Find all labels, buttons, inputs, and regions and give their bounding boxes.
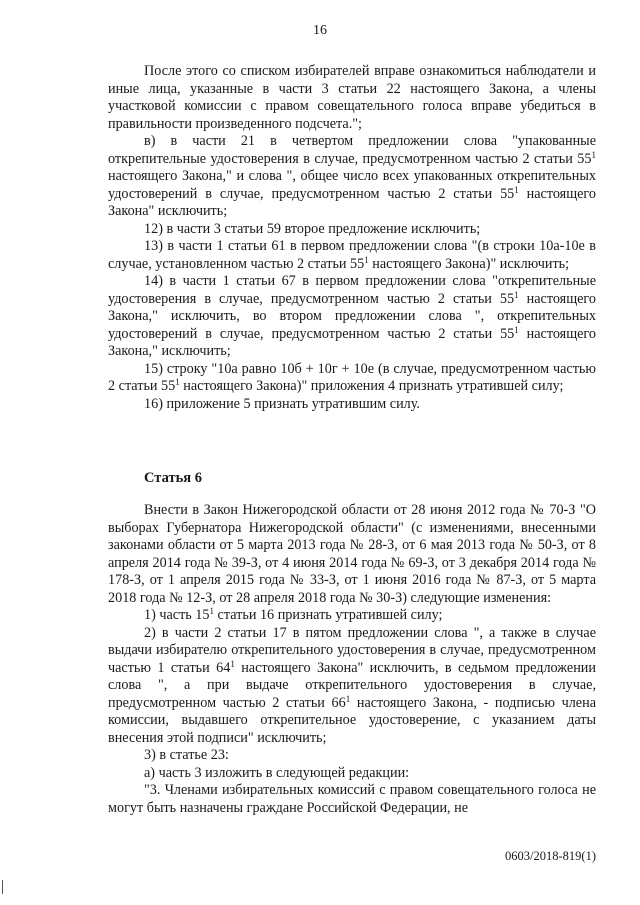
paragraph: в) в части 21 в четвертом предложении слова "упакованные открепительные удостоверения в случае, предусмотренном частью 2 статьи $55^1$ настоящего Закона," и слова ", общее число всех упакованных открепительных удостоверений в случае, предусмотренном частью 2 статьи $55^1$ настоящего Закона" исключить;	[108, 133, 596, 219]
paragraph: 1) часть $15^1$ статьи 16 признать утратившей силу;	[144, 606, 443, 623]
article-heading: Статья 6	[144, 470, 202, 486]
paragraph: 3) в статье 23:	[144, 747, 229, 763]
paragraph: 2) в части 2 статьи 17 в пятом предложении слова ", а также в случае выдачи избирателю открепительного удостоверения в случае, предусмотренном частью 1 статьи $64^1$ настоящего Закона" исключить, в седьмом предложении слова ", а при выдаче открепительного удостоверения в случае, предусмотренном частью 2 статьи $66^1$ настоящего Закона, - подписью члена комиссии, выдавшего открепительное удостоверение, с указанием даты внесения этой подписи" исключить;	[108, 624, 596, 746]
page-number: 16	[313, 23, 327, 38]
paragraph: "3. Членами избирательных комиссий с правом совещательного голоса не могут быть назначены граждане Российской Федерации, не	[108, 782, 596, 816]
paragraph: 13) в части 1 статьи 61 в первом предложении слова "(в строки 10а-10е в случае, установленном частью 2 статьи $55^1$ настоящего Закона)" исключить;	[108, 238, 596, 272]
text-block-article-6	[108, 502, 596, 817]
paragraph: а) часть 3 изложить в следующей редакции:	[144, 764, 410, 781]
margin-mark	[2, 880, 3, 894]
text-block-amendments	[108, 63, 596, 413]
paragraph: 14) в части 1 статьи 67 в первом предложении слова "открепительные удостоверения в случае, предусмотренном частью 2 статьи $55^1$ настоящего Закона," исключить, во втором предложении слова ", открепительных удостоверений в случае, предусмотренном частью 2 статьи $55^1$ настоящего Закона," исключить;	[108, 273, 596, 359]
paragraph: 16) приложение 5 признать утратившим силу.	[144, 395, 420, 412]
paragraph: 12) в части 3 статьи 59 второе предложение исключить;	[144, 220, 481, 237]
paragraph: После этого со списком избирателей вправе ознакомиться наблюдатели и иные лица, указанные в части 3 статьи 22 настоящего Закона, а члены участковой комиссии с правом совещательного голоса вправе убедиться в правильности произведенного подсчета.";	[108, 63, 596, 132]
document-code: 0603/2018-819(1)	[505, 849, 596, 863]
paragraph: Внести в Закон Нижегородской области от 28 июня 2012 года № 70-З "О выборах Губернатора Нижегородской области" (с изменениями, внесенными законами области от 5 марта 2013 года № 28-З, от 6 мая 2013 года № 50-З, от 8 апреля 2014 года № 39-З, от 4 июня 2014 года № 69-З, от 3 декабря 2014 года № 178-З, от 1 апреля 2015 года № 33-З, от 1 июня 2016 года № 87-З, от 5 марта 2018 года № 12-З, от 28 апреля 2018 года № 30-З) следующие изменения:	[108, 502, 596, 606]
paragraph: 15) строку "10а равно 10б + 10г + 10е (в случае, предусмотренном частью 2 статьи $55^1$ настоящего Закона)" приложения 4 признать утратившей силу;	[108, 360, 596, 394]
